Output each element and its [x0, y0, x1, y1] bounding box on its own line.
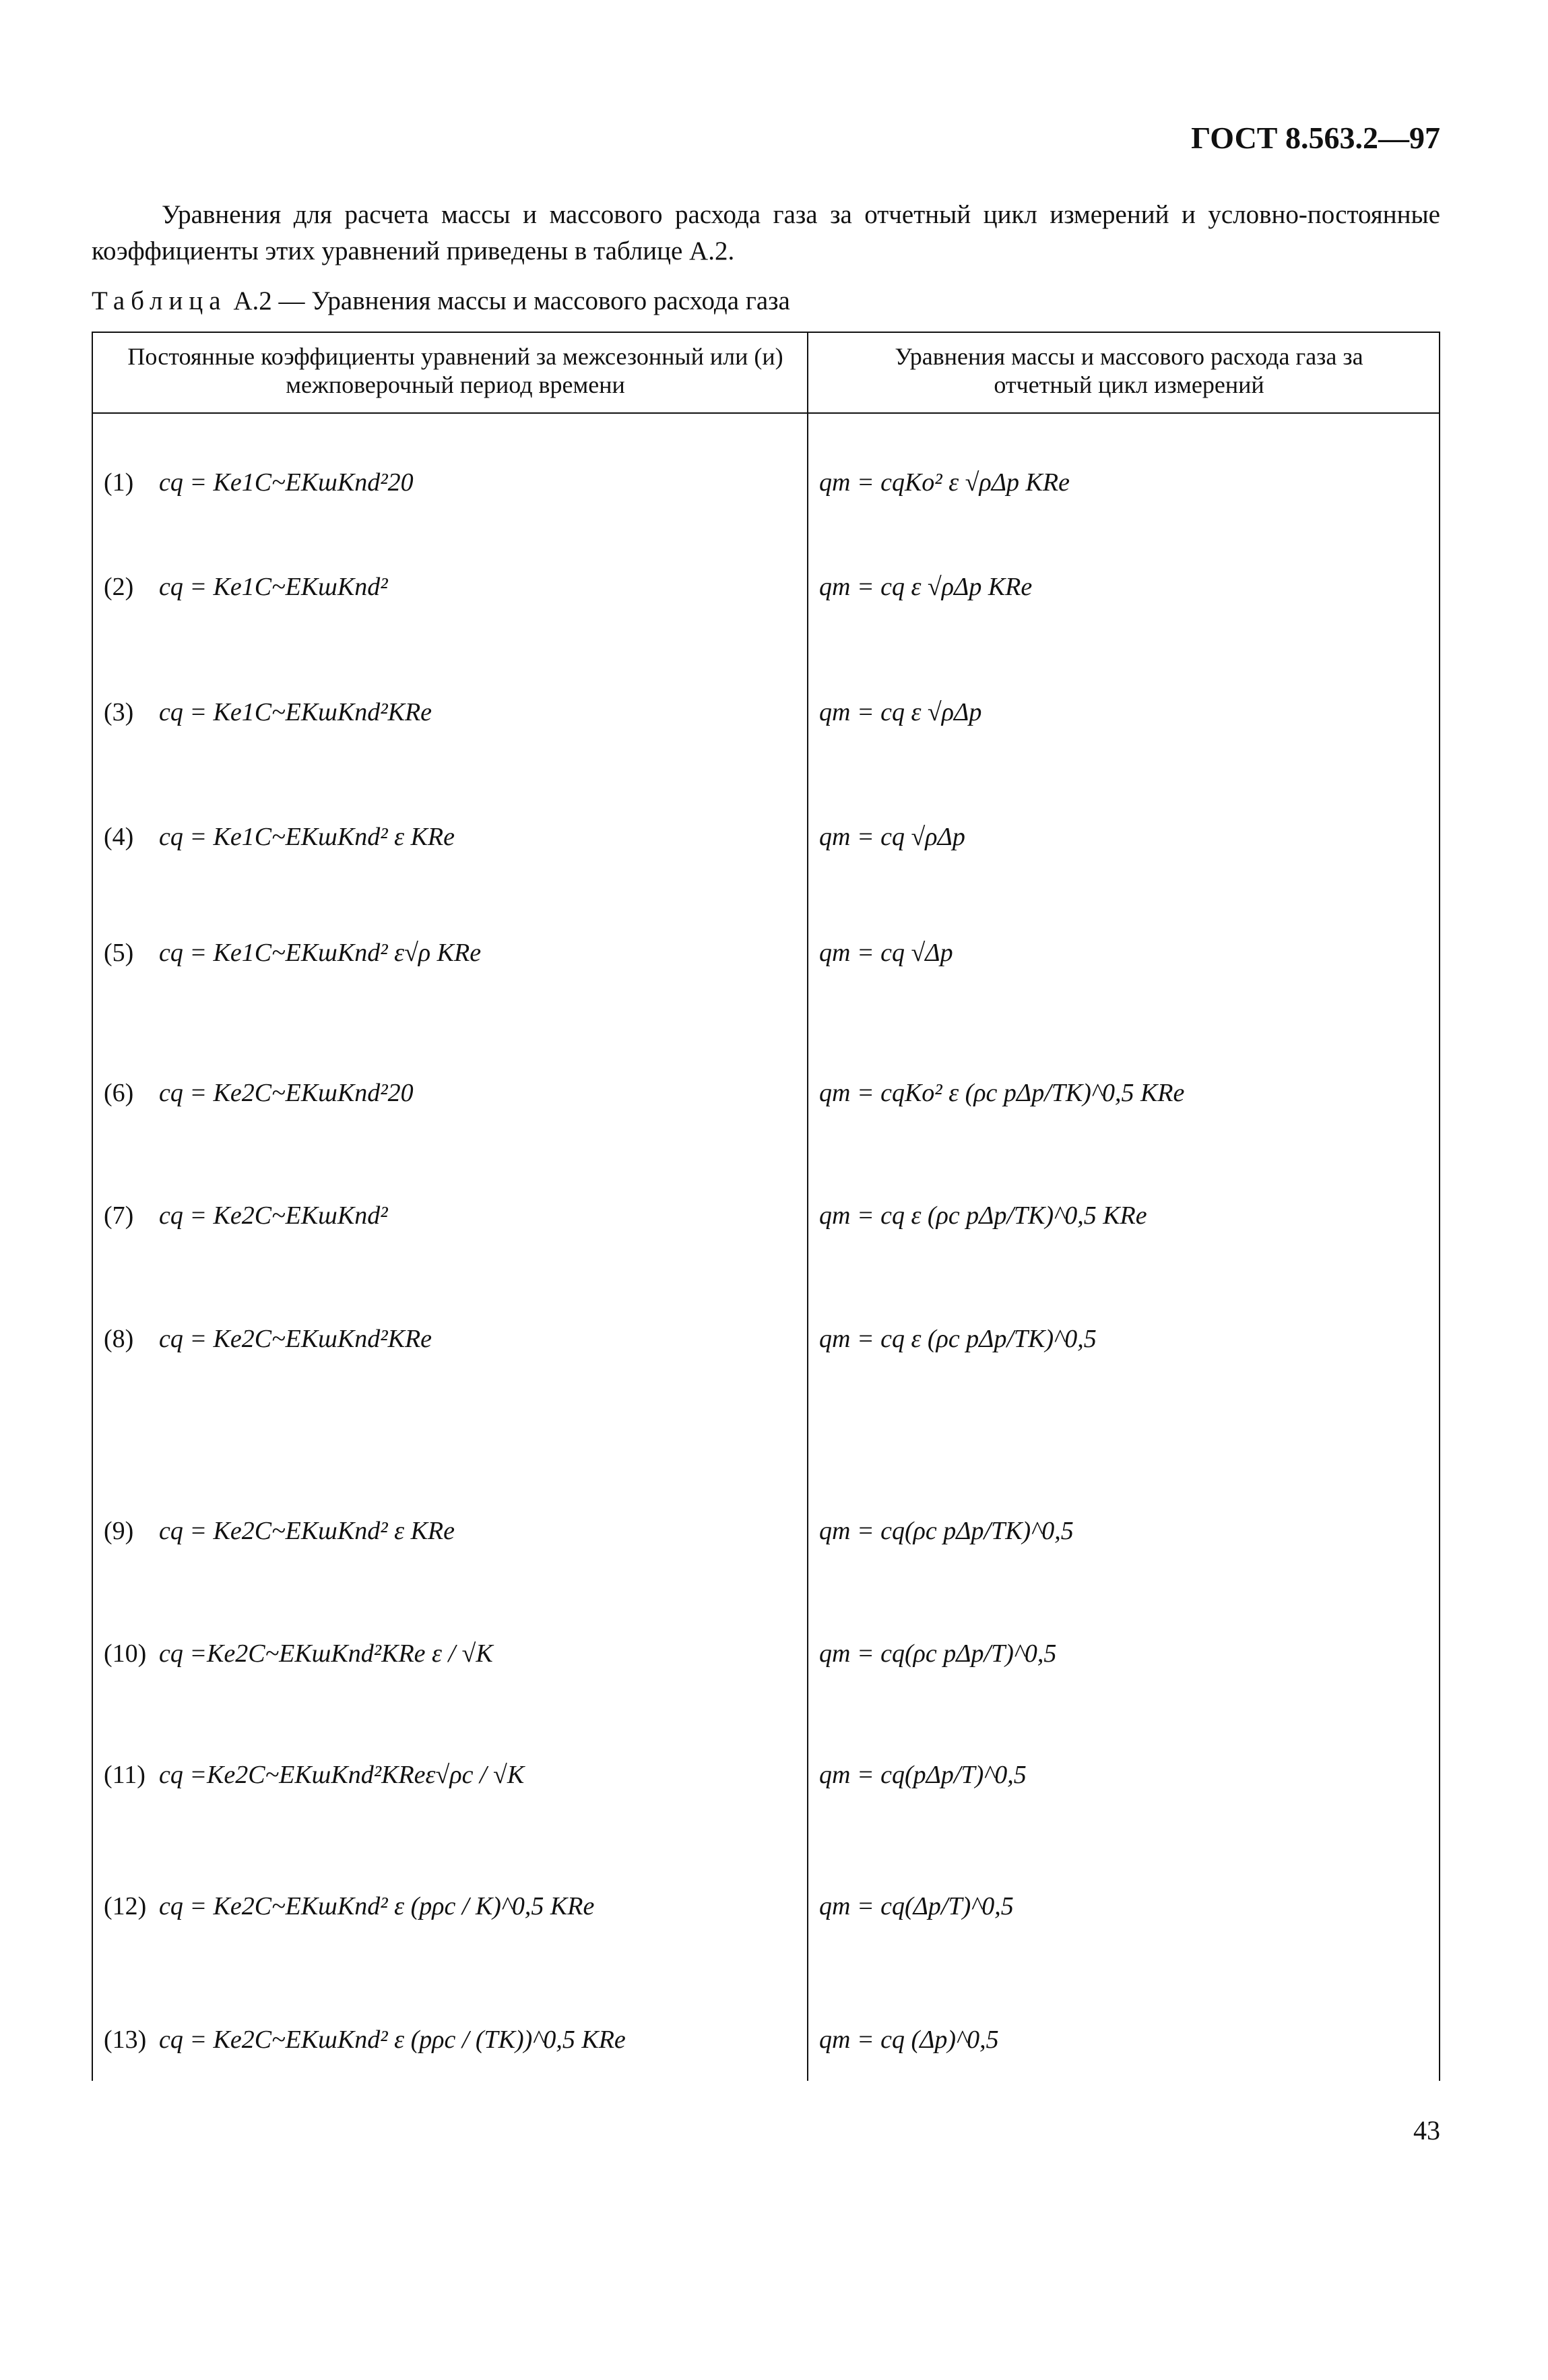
coefficient-equation: cq = Ke1C~EKшKпd² ε KRe [159, 823, 455, 851]
mass-flow-equation: qm = cq ε (ρc pΔp/TK)^0,5 [819, 1325, 1097, 1353]
coefficient-equation: cq = Ke1C~EKшKпd²KRe [159, 698, 432, 726]
equations-table [92, 332, 1440, 2081]
column-header-equations: Уравнения массы и массового расхода газа за отчетный цикл измерений [895, 343, 1363, 398]
table-row [92, 1616, 1440, 1691]
mass-flow-equation: qm = cq(pΔp/T)^0,5 [819, 1761, 1027, 1789]
coefficient-equation: cq =Ke2C~EKшKпd²KRe ε / √K [159, 1639, 493, 1668]
table-row [92, 799, 1440, 875]
mass-flow-equation: qm = cq (Δp)^0,5 [819, 2026, 999, 2054]
table-header-divider [92, 412, 1440, 414]
equation-number: (2) [104, 573, 134, 601]
coefficient-equation: cq = Ke1C~EKшKпd² ε√ρ KRe [159, 939, 482, 967]
table-caption [92, 286, 790, 316]
equation-number: (9) [104, 1517, 134, 1545]
table-row [92, 675, 1440, 750]
coefficient-equation: cq = Ke2C~EKшKпd² ε KRe [159, 1517, 455, 1545]
mass-flow-equation: qm = cqKo² ε (ρc pΔp/TK)^0,5 KRe [819, 1079, 1185, 1107]
equation-number: (3) [104, 698, 134, 726]
coefficient-equation: cq = Ke2C~EKшKпd² ε (pρc / K)^0,5 KRe [159, 1892, 595, 1920]
equation-number: (13) [104, 2026, 147, 2054]
standard-number: ГОСТ 8.563.2—97 [1191, 121, 1440, 155]
equation-number: (4) [104, 823, 134, 851]
table-row [92, 549, 1440, 625]
coefficient-equation: cq = Ke2C~EKшKпd²KRe [159, 1325, 432, 1353]
coefficient-equation: cq = Ke2C~EKшKпd² ε (pρc / (TK))^0,5 KRe [159, 2026, 626, 2054]
mass-flow-equation: qm = cq(Δp/T)^0,5 [819, 1892, 1014, 1920]
coefficient-equation: cq = Ke1C~EKшKпd²20 [159, 468, 414, 497]
page-number: 43 [1413, 2115, 1440, 2146]
table-row [92, 1737, 1440, 1813]
table-row [92, 1493, 1440, 1569]
table-row [92, 2002, 1440, 2077]
mass-flow-equation: qm = cq ε (ρc pΔp/TK)^0,5 KRe [819, 1201, 1147, 1230]
equation-number: (1) [104, 468, 134, 497]
column-header-coefficients: Постоянные коэффициенты уравнений за межсезонный или (и) межповерочный период времени [127, 343, 783, 398]
equation-number: (5) [104, 939, 134, 967]
equation-number: (6) [104, 1079, 134, 1107]
equation-number: (8) [104, 1325, 134, 1353]
mass-flow-equation: qm = cq ε √ρΔp KRe [819, 573, 1033, 601]
table-caption-label: Таблица [92, 286, 227, 315]
equation-number: (12) [104, 1892, 147, 1920]
coefficient-equation: cq = Ke2C~EKшKпd² [159, 1201, 388, 1230]
table-row [92, 915, 1440, 991]
table-row [92, 1301, 1440, 1377]
table-row [92, 445, 1440, 520]
equation-number: (11) [104, 1761, 146, 1789]
mass-flow-equation: qm = cq(ρc pΔp/TK)^0,5 [819, 1517, 1074, 1545]
mass-flow-equation: qm = cqKo² ε √ρΔp KRe [819, 468, 1070, 497]
mass-flow-equation: qm = cq √Δp [819, 939, 953, 967]
table-row [92, 1178, 1440, 1253]
mass-flow-equation: qm = cq √ρΔp [819, 823, 965, 851]
coefficient-equation: cq = Ke2C~EKшKпd²20 [159, 1079, 414, 1107]
equation-number: (7) [104, 1201, 134, 1230]
table-row [92, 1055, 1440, 1131]
coefficient-equation: cq = Ke1C~EKшKпd² [159, 573, 388, 601]
intro-paragraph: Уравнения для расчета массы и массового расхода газа за отчетный цикл измерений и условно-постоянные коэффициенты этих уравнений приведены в таблице А.2. [92, 200, 1440, 265]
equation-number: (10) [104, 1639, 147, 1668]
mass-flow-equation: qm = cq ε √ρΔp [819, 698, 982, 726]
mass-flow-equation: qm = cq(ρc pΔp/T)^0,5 [819, 1639, 1057, 1668]
table-row [92, 1869, 1440, 1944]
coefficient-equation: cq =Ke2C~EKшKпd²KReε√ρc / √K [159, 1761, 525, 1789]
table-caption-text: А.2 — Уравнения массы и массового расхода газа [233, 286, 790, 315]
